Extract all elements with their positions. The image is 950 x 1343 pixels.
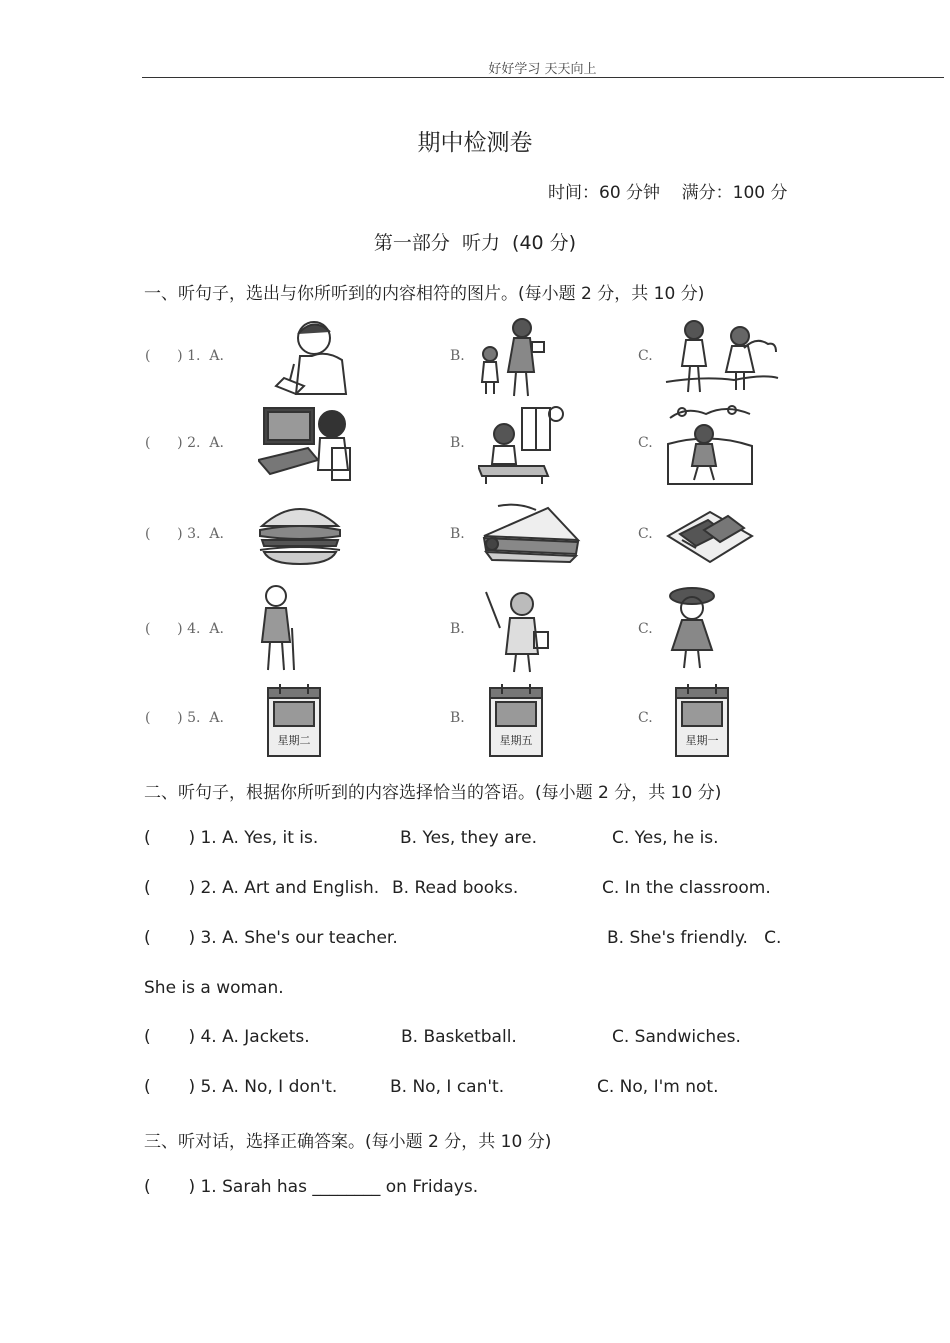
calendar-weekday: 星期五 [499,734,533,747]
option-label-c: C. [638,526,653,542]
question-prefix: ( ) 3. A. [145,526,224,542]
s2-q1-option-c: C. Yes, he is. [612,828,719,848]
option-label-b: B. [450,348,465,364]
exam-meta [548,178,788,203]
option-label-b: B. [450,621,465,637]
s2-q3-option-b: B. She's friendly. C. [607,928,782,948]
question-prefix: ( ) 2. A. [145,435,224,451]
s2-q2-option-b: B. Read books. [392,878,519,898]
s3-q1: ( ) 1. Sarah has ________ on Fridays. [144,1177,479,1197]
calendar-icon [264,682,324,760]
option-label-b: B. [450,526,465,542]
calendar-weekday: 星期二 [277,734,311,747]
sandwich-icon [478,500,582,566]
option-label-b: B. [450,710,465,726]
calendar-icon [672,682,732,760]
option-label-c: C. [638,621,653,637]
hamburger-icon [258,500,342,566]
teacher-icon [482,588,558,674]
s2-q5-option-a: ( ) 5. A. No, I don't. [144,1077,338,1097]
full-score: 满分：100 分 [681,183,788,203]
s2-q4-option-c: C. Sandwiches. [612,1027,741,1047]
s2-q4-option-a: ( ) 4. A. Jackets. [144,1027,310,1047]
question-prefix: ( ) 1. A. [145,348,224,364]
option-label-c: C. [638,710,653,726]
s2-q4-option-b: B. Basketball. [401,1027,517,1047]
boy-writing-icon [256,316,356,396]
time-limit: 时间：60 分钟 [548,183,661,203]
s2-q3-option-a: ( ) 3. A. She's our teacher. [144,928,398,948]
part1-title: 第一部分 听力 (40 分) [373,232,577,254]
section1-heading: 一、听句子，选出与你所听到的内容相符的图片。(每小题 2 分，共 10 分) [144,284,705,304]
option-label-c: C. [638,435,653,451]
header-slogan: 好好学习 天天向上 [488,62,597,77]
bread-plate-icon [666,500,754,566]
option-label-c: C. [638,348,653,364]
woman-and-child-icon [476,316,556,398]
girl-hat-icon [666,584,718,674]
s2-q5-option-b: B. No, I can't. [390,1077,505,1097]
page-title: 期中检测卷 [417,130,533,156]
s2-q2-option-a: ( ) 2. A. Art and English. [144,878,380,898]
girl-desk-icon [478,404,564,486]
old-man-icon [256,584,300,674]
boy-computer-icon [258,404,354,486]
option-label-b: B. [450,435,465,451]
question-prefix: ( ) 5. A. [145,710,224,726]
s2-q3-option-c-wrap: She is a woman. [144,978,284,998]
child-outdoors-icon [666,404,754,486]
boy-and-girl-icon [664,318,780,396]
header-divider [142,77,944,78]
question-prefix: ( ) 4. A. [145,621,224,637]
s2-q5-option-c: C. No, I'm not. [597,1077,719,1097]
s2-q1-option-a: ( ) 1. A. Yes, it is. [144,828,319,848]
s2-q2-option-c: C. In the classroom. [602,878,771,898]
s2-q1-option-b: B. Yes, they are. [400,828,537,848]
section3-heading: 三、听对话，选择正确答案。(每小题 2 分，共 10 分) [144,1132,552,1152]
calendar-icon [486,682,546,760]
calendar-weekday: 星期一 [685,734,719,747]
section2-heading: 二、听句子，根据你所听到的内容选择恰当的答语。(每小题 2 分，共 10 分) [144,783,722,803]
